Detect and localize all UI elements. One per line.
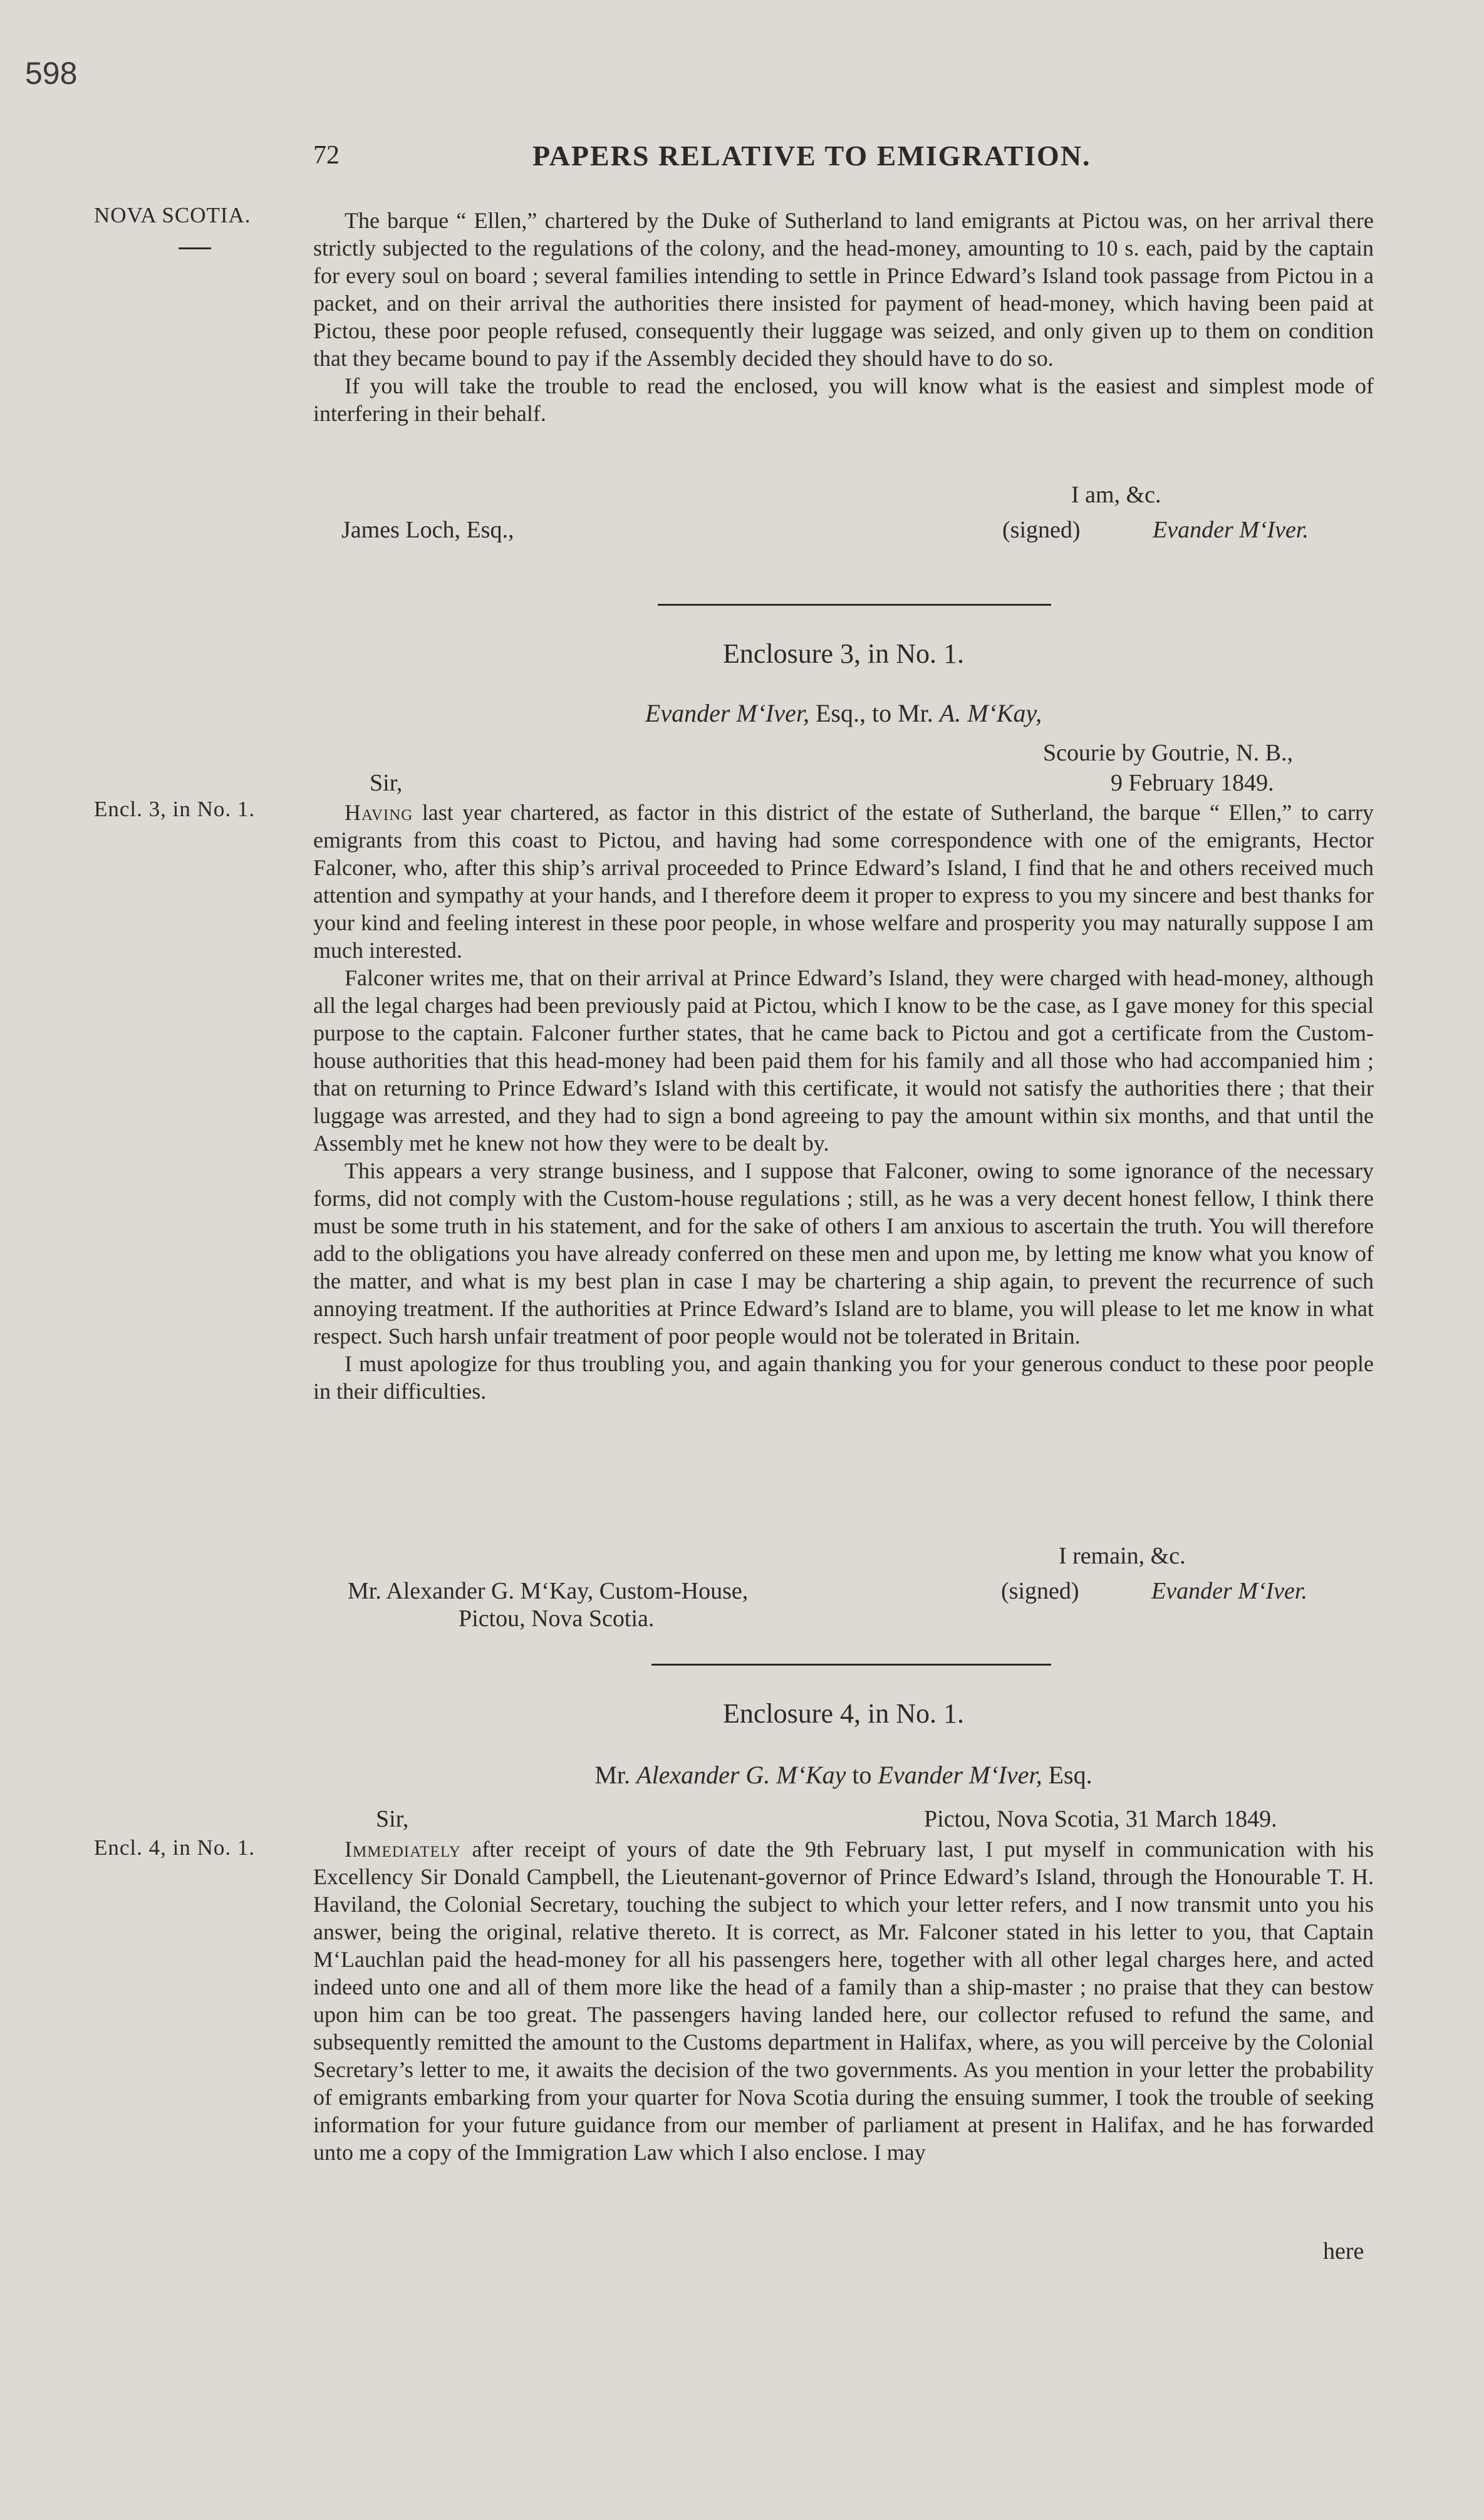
enclosure-3-signed: (signed)	[1001, 1578, 1079, 1604]
enclosure-3-para-1-text: last year chartered, as factor in this district of the estate of Sutherland, the barque “ Ellen,” to carry emigrants from this coast to Pictou, and having had some correspondence with one of the emigrants, Hector Falconer, who, after this ship’s arrival proceeded to Prince Edward’s Island, I find that he and others received much attention and sympathy at your hands, and I therefore deem it proper to express to you my sincere and best thanks for your kind and feeling interest in these poor people, in whose welfare and prosperity you may naturally suppose I am much interested.	[313, 800, 1374, 963]
margin-note-encl4: Encl. 4, in No. 1.	[94, 1835, 256, 1860]
divider-rule	[658, 604, 1051, 606]
margin-dash	[179, 247, 211, 249]
catchword: here	[1323, 2238, 1364, 2264]
top-letter-signature	[1153, 516, 1309, 544]
enclosure-3-para-3: This appears a very strange business, and I suppose that Falconer, owing to some ignorance of the necessary forms, did not comply with the Custom-house regulations ; still, as he was a very decent honest fellow, I think there must be some truth in his statement, and for the sake of others I am anxious to ascertain the truth. You will therefore add to the obligations you have already conferred on these men and upon me, by letting me know what you know of the matter, and what is my best plan in case I may be chartering a ship again, to prevent the recurrence of such annoying treatment. If the authorities at Prince Edward’s Island are to blame, you will please to let me know in what respect. Such harsh unfair treatment of poor people would not be tolerated in Britain.	[313, 1158, 1374, 1349]
enclosure-4-mr: Mr.	[594, 1761, 631, 1789]
enclosure-4-para-1-lead: Immediately	[345, 1837, 461, 1862]
enclosure-3-heading: Enclosure 3, in No. 1.	[723, 638, 964, 669]
enclosure-3-to: A. M‘Kay,	[939, 699, 1042, 727]
enclosure-3-para-2: Falconer writes me, that on their arrival at Prince Edward’s Island, they were charged with head-money, although all the legal charges had been previously paid at Pictou, which I know to be the case, as I gave money for this special purpose to the captain. Falconer further states, that he came back to Pictou and got a certificate from the Custom-house authorities that this head-money had been paid them for his family and all those who had accompanied him ; that on returning to Prince Edward’s Island with this certificate, it would not satisfy the authorities there ; that their luggage was arrested, and they had to sign a bond agreeing to pay the amount within six months, and that until the Assembly met he knew not how they were to be dealt by.	[313, 965, 1374, 1156]
enclosure-4-body	[313, 1835, 1374, 2166]
enclosure-3-para-1-lead: Having	[345, 800, 413, 825]
enclosure-3-signature-text: Evander M‘Iver.	[1151, 1578, 1308, 1604]
enclosure-4-to-word: to	[852, 1761, 872, 1789]
divider-rule-2	[651, 1664, 1051, 1666]
enclosure-4-para-1	[313, 1835, 1374, 2166]
enclosure-3-from-suffix: Esq., to Mr.	[816, 699, 933, 727]
page-stamp-number: 598	[25, 56, 78, 91]
enclosure-3-from: Evander M‘Iver,	[645, 699, 809, 727]
enclosure-3-closing: I remain, &c.	[1059, 1543, 1186, 1569]
top-letter-addressee: James Loch, Esq.,	[341, 517, 514, 543]
enclosure-4-salutation: Sir,	[376, 1806, 409, 1832]
top-letter-signature-text: Evander M‘Iver.	[1153, 517, 1309, 543]
page-title: PAPERS RELATIVE TO EMIGRATION.	[532, 140, 1091, 172]
enclosure-3-place: Scourie by Goutrie, N. B.,	[1043, 740, 1293, 766]
enclosure-3-body	[313, 799, 1374, 1405]
enclosure-4-title	[313, 1760, 1374, 1790]
top-letter-signed: (signed)	[1002, 517, 1081, 543]
enclosure-4-to-suffix: Esq.	[1048, 1761, 1092, 1789]
enclosure-4-heading: Enclosure 4, in No. 1.	[723, 1698, 964, 1729]
enclosure-3-para-1	[313, 799, 1374, 964]
enclosure-3-signature	[1151, 1577, 1307, 1605]
top-letter-para-2: If you will take the trouble to read the enclosed, you will know what is the easiest and simplest mode of interfering in their behalf.	[313, 373, 1374, 426]
enclosure-4-place-date: Pictou, Nova Scotia, 31 March 1849.	[924, 1806, 1277, 1832]
enclosure-3-addressee-line-2: Pictou, Nova Scotia.	[459, 1605, 655, 1632]
enclosure-4-from: Alexander G. M‘Kay	[636, 1761, 846, 1789]
page-number: 72	[313, 141, 340, 170]
enclosure-4-to: Evander M‘Iver,	[878, 1761, 1042, 1789]
top-letter-para-1: The barque “ Ellen,” chartered by the Duke of Sutherland to land emigrants at Pictou was, on her arrival there strictly subjected to the regulations of the colony, and the head-money, amounting to 10 s. each, paid by the captain for every soul on board ; several families intending to settle in Prince Edward’s Island took passage from Pictou in a packet, and on their arrival the authorities there insisted for payment of head-money, which having been paid at Pictou, these poor people refused, consequently their luggage was seized, and only given up to them on condition that they became bound to pay if the Assembly decided they should have to do so.	[313, 208, 1374, 371]
top-letter-closing: I am, &c.	[1071, 482, 1161, 508]
enclosure-4-para-1-text: after receipt of yours of date the 9th February last, I put myself in communication with his Excellency Sir Donald Campbell, the Lieutenant-governor of Prince Edward’s Island, through the Honourable T. H. Haviland, the Colonial Secretary, touching the subject to which your letter refers, and I now transmit unto you his answer, being the original, relative thereto. It is correct, as Mr. Falconer stated in his letter to you, that Captain M‘Lauchlan paid the head-money for all his passengers here, together with all other legal charges here, and acted indeed unto one and all of them more like the head of a family than a ship-master ; no praise that they can bestow upon him can be too great. The passengers having landed here, our collector refused to refund the same, and subsequently remitted the amount to the Customs department in Halifax, where, as you will perceive by the Colonial Secretary’s letter to me, it awaits the decision of the two governments. As you mention in your letter the probability of emigrants embarking from your quarter for Nova Scotia during the ensuing summer, I took the trouble of seeking information for your future guidance from our member of parliament at present in Halifax, and he has forwarded unto me a copy of the Immigration Law which I also enclose. I may	[313, 1837, 1374, 2165]
enclosure-3-salutation: Sir,	[370, 770, 403, 796]
margin-note-colony: NOVA SCOTIA.	[94, 203, 251, 227]
margin-note-encl3: Encl. 3, in No. 1.	[94, 797, 256, 821]
enclosure-3-title	[313, 698, 1374, 728]
enclosure-3-date: 9 February 1849.	[1111, 770, 1274, 796]
top-letter-body	[313, 207, 1374, 427]
enclosure-3-addressee-line-1: Mr. Alexander G. M‘Kay, Custom-House,	[348, 1578, 749, 1604]
enclosure-3-para-4: I must apologize for thus troubling you, and again thanking you for your generous conduct to these poor people in their difficulties.	[313, 1351, 1374, 1404]
